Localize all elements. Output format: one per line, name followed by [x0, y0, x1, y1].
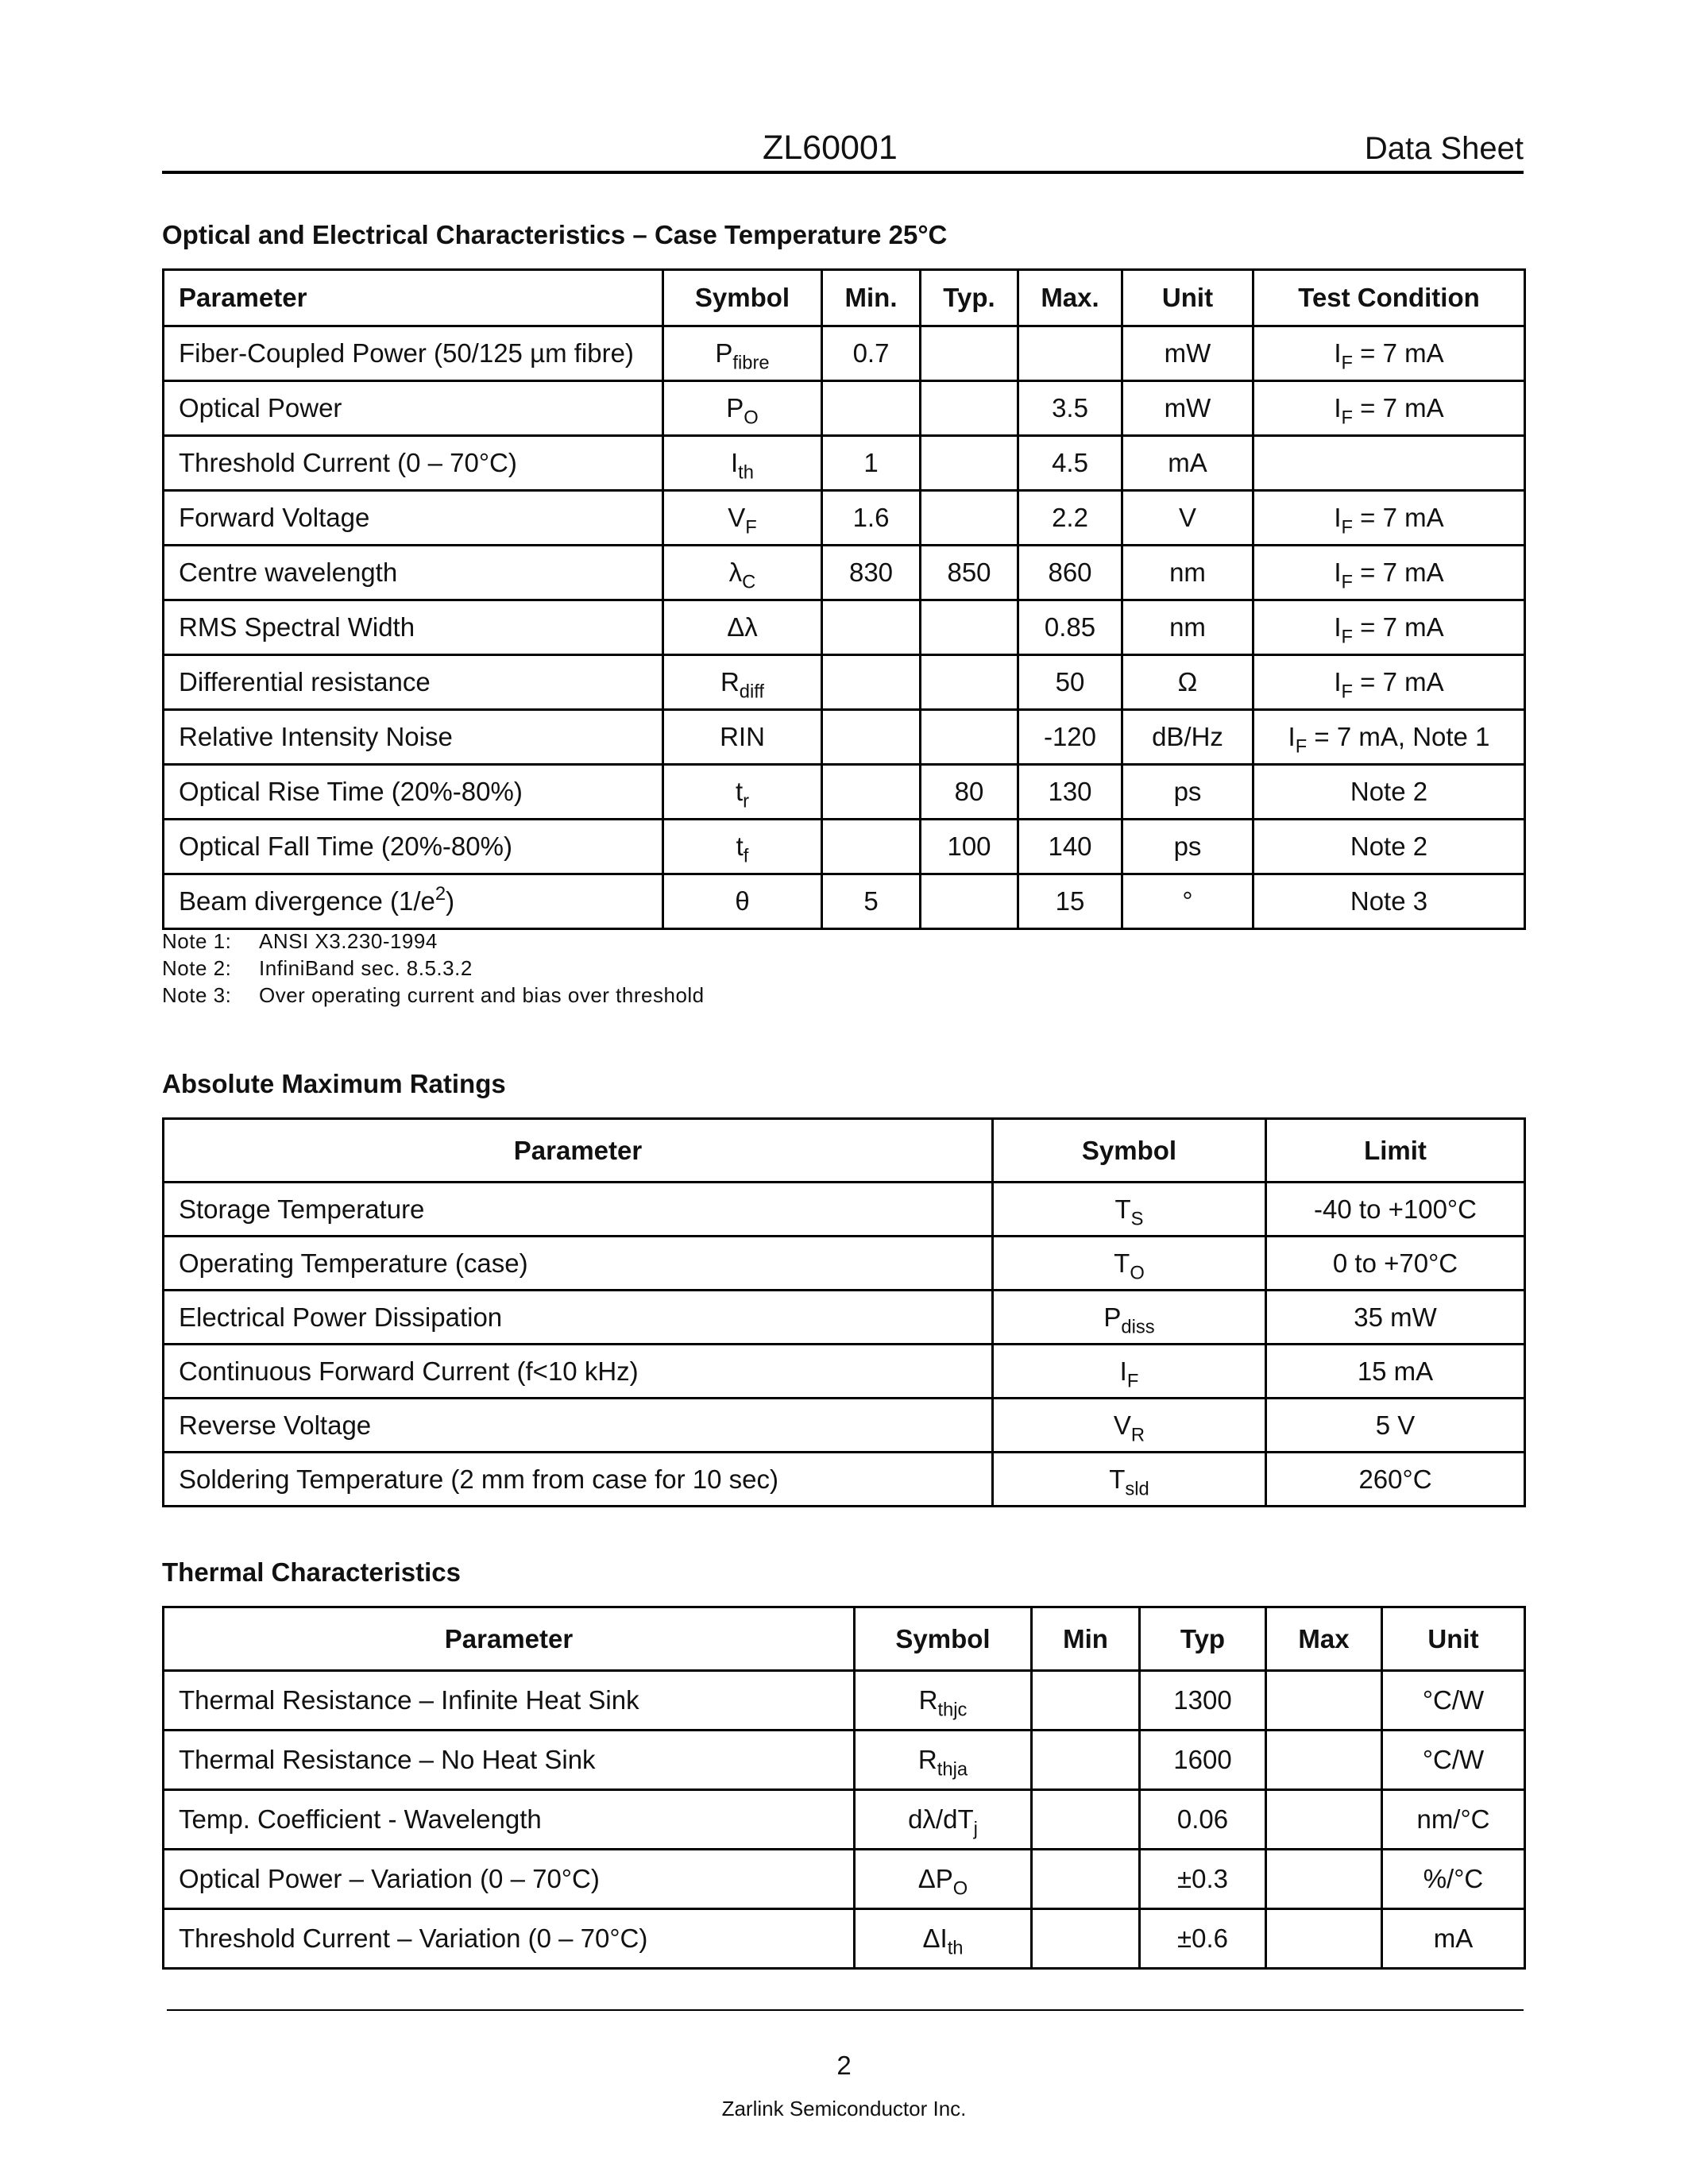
condition-cell: $I_F = 7$ mA [1253, 600, 1525, 655]
parameter-cell: Electrical Power Dissipation [164, 1291, 993, 1345]
table-row [164, 1790, 1525, 1850]
parameter-cell: Storage Temperature [164, 1183, 993, 1237]
min-cell [822, 600, 921, 655]
condition-cell [1253, 436, 1525, 491]
unit-cell: mW [1122, 381, 1253, 436]
max-cell: 0.85 [1018, 600, 1122, 655]
max-cell [1266, 1790, 1382, 1850]
unit-cell: ps [1122, 765, 1253, 820]
min-cell: 5 [822, 874, 921, 929]
table-row [164, 491, 1525, 546]
max-cell: 3.5 [1018, 381, 1122, 436]
min-cell: 1 [822, 436, 921, 491]
header-rule [162, 171, 1524, 174]
min-cell [822, 655, 921, 710]
thermal-section-title: Thermal Characteristics [162, 1557, 462, 1587]
unit-cell: ° [1122, 874, 1253, 929]
table-row [164, 1399, 1525, 1453]
table-row [164, 820, 1525, 874]
symbol-cell: $V_F$ [663, 491, 822, 546]
limit-cell: 5 V [1266, 1399, 1525, 1453]
header-cell: Min. [822, 270, 921, 326]
table-notes [162, 928, 705, 1009]
typ-cell [921, 655, 1018, 710]
page-number: 2 [836, 2051, 852, 2080]
table-row [164, 326, 1525, 381]
table-row [164, 1731, 1525, 1790]
parameter-cell: Optical Fall Time (20%-80%) [164, 820, 663, 874]
typ-cell: 0.06 [1140, 1790, 1266, 1850]
absmax-section-title: Absolute Maximum Ratings [162, 1069, 506, 1098]
optical-section-title: Optical and Electrical Characteristics – Case Temperature 25°C [162, 220, 948, 249]
typ-cell [921, 600, 1018, 655]
condition-cell: $I_F = 7$ mA [1253, 655, 1525, 710]
symbol-cell: θ [663, 874, 822, 929]
unit-cell: ps [1122, 820, 1253, 874]
parameter-cell: Differential resistance [164, 655, 663, 710]
typ-cell [921, 710, 1018, 765]
header-cell: Max. [1018, 270, 1122, 326]
table-row [164, 1671, 1525, 1731]
min-cell [1032, 1850, 1140, 1909]
max-cell: 140 [1018, 820, 1122, 874]
limit-cell: 35 mW [1266, 1291, 1525, 1345]
parameter-cell: RMS Spectral Width [164, 600, 663, 655]
limit-cell: 260°C [1266, 1453, 1525, 1507]
parameter-cell: Threshold Current – Variation (0 – 70°C) [164, 1909, 855, 1969]
min-cell [1032, 1790, 1140, 1850]
symbol-cell: $R_{thja}$ [855, 1731, 1032, 1790]
parameter-cell: Relative Intensity Noise [164, 710, 663, 765]
unit-cell: °C/W [1382, 1671, 1525, 1731]
symbol-cell: $t_r$ [663, 765, 822, 820]
table-row [164, 710, 1525, 765]
symbol-cell: $I_{th}$ [663, 436, 822, 491]
table-row [164, 1183, 1525, 1237]
condition-cell: $I_F = 7$ mA [1253, 546, 1525, 600]
max-cell [1266, 1671, 1382, 1731]
optical-table [162, 268, 1526, 930]
symbol-cell: $\Delta P_O$ [855, 1850, 1032, 1909]
note-line: Note 2: InfiniBand sec. 8.5.3.2 [162, 956, 473, 980]
symbol-cell: $T_S$ [993, 1183, 1266, 1237]
parameter-cell: Optical Power [164, 381, 663, 436]
parameter-cell: Soldering Temperature (2 mm from case for 10 sec) [164, 1453, 993, 1507]
table-row [164, 655, 1525, 710]
typ-cell: 100 [921, 820, 1018, 874]
condition-cell: $I_F = 7$ mA [1253, 491, 1525, 546]
unit-cell: nm/°C [1382, 1790, 1525, 1850]
min-cell [822, 381, 921, 436]
table-row [164, 1453, 1525, 1507]
header-cell: Min [1032, 1607, 1140, 1671]
table-header-row [164, 1607, 1525, 1671]
unit-cell: °C/W [1382, 1731, 1525, 1790]
symbol-cell: $R_{thjc}$ [855, 1671, 1032, 1731]
min-cell [822, 710, 921, 765]
parameter-cell: Optical Power – Variation (0 – 70°C) [164, 1850, 855, 1909]
footer-rule [167, 2009, 1524, 2011]
table-header-row [164, 1119, 1525, 1183]
symbol-cell: $d\lambda/dT_j$ [855, 1790, 1032, 1850]
typ-cell [921, 491, 1018, 546]
table-row [164, 1237, 1525, 1291]
header-cell: Typ. [921, 270, 1018, 326]
symbol-cell: $t_f$ [663, 820, 822, 874]
header-cell: Parameter [164, 270, 663, 326]
condition-cell: $I_F = 7$ mA, Note 1 [1253, 710, 1525, 765]
symbol-cell: $V_R$ [993, 1399, 1266, 1453]
parameter-cell: Continuous Forward Current (f<10 kHz) [164, 1345, 993, 1399]
limit-cell: -40 to +100°C [1266, 1183, 1525, 1237]
header-cell: Unit [1382, 1607, 1525, 1671]
typ-cell: 1600 [1140, 1731, 1266, 1790]
header-cell: Typ [1140, 1607, 1266, 1671]
parameter-cell: Temp. Coefficient - Wavelength [164, 1790, 855, 1850]
table-header-row [164, 270, 1525, 326]
header-cell: Unit [1122, 270, 1253, 326]
header-cell: Parameter [164, 1119, 993, 1183]
symbol-cell: $T_{sld}$ [993, 1453, 1266, 1507]
symbol-cell: $R_{diff}$ [663, 655, 822, 710]
header-cell: Symbol [663, 270, 822, 326]
unit-cell: dB/Hz [1122, 710, 1253, 765]
typ-cell: 80 [921, 765, 1018, 820]
min-cell [1032, 1909, 1140, 1969]
unit-cell: V [1122, 491, 1253, 546]
company-name: Zarlink Semiconductor Inc. [721, 2097, 967, 2120]
typ-cell: 850 [921, 546, 1018, 600]
unit-cell: mA [1382, 1909, 1525, 1969]
absmax-table [162, 1117, 1526, 1507]
symbol-cell: $P_{fibre}$ [663, 326, 822, 381]
thermal-table [162, 1606, 1526, 1970]
symbol-cell: $\Delta I_{th}$ [855, 1909, 1032, 1969]
max-cell [1266, 1731, 1382, 1790]
max-cell: -120 [1018, 710, 1122, 765]
symbol-cell: Δλ [663, 600, 822, 655]
symbol-cell: RIN [663, 710, 822, 765]
table-row [164, 765, 1525, 820]
symbol-cell: $I_F$ [993, 1345, 1266, 1399]
max-cell: 860 [1018, 546, 1122, 600]
condition-cell: Note 3 [1253, 874, 1525, 929]
header-cell: Max [1266, 1607, 1382, 1671]
table-row [164, 874, 1525, 929]
parameter-cell: Thermal Resistance – No Heat Sink [164, 1731, 855, 1790]
parameter-cell: Threshold Current (0 – 70°C) [164, 436, 663, 491]
symbol-cell: $P_O$ [663, 381, 822, 436]
max-cell: 50 [1018, 655, 1122, 710]
table-row [164, 1909, 1525, 1969]
parameter-cell: Operating Temperature (case) [164, 1237, 993, 1291]
unit-cell: Ω [1122, 655, 1253, 710]
parameter-cell: Fiber-Coupled Power (50/125 µm fibre) [164, 326, 663, 381]
note-line: Note 1: ANSI X3.230-1994 [162, 929, 438, 953]
table-row [164, 381, 1525, 436]
condition-cell: Note 2 [1253, 820, 1525, 874]
min-cell: 830 [822, 546, 921, 600]
note-line: Note 3: Over operating current and bias over threshold [162, 983, 705, 1007]
header-cell: Parameter [164, 1607, 855, 1671]
table-row [164, 1850, 1525, 1909]
max-cell: 130 [1018, 765, 1122, 820]
limit-cell: 15 mA [1266, 1345, 1525, 1399]
max-cell: 2.2 [1018, 491, 1122, 546]
table-row [164, 1291, 1525, 1345]
table-row [164, 436, 1525, 491]
condition-cell: $I_F = 7$ mA [1253, 326, 1525, 381]
header-cell: Symbol [993, 1119, 1266, 1183]
symbol-cell: $P_{diss}$ [993, 1291, 1266, 1345]
typ-cell [921, 326, 1018, 381]
parameter-cell: Optical Rise Time (20%-80%) [164, 765, 663, 820]
document-type: Data Sheet [1364, 131, 1524, 166]
min-cell [1032, 1731, 1140, 1790]
typ-cell [921, 381, 1018, 436]
symbol-cell: $T_O$ [993, 1237, 1266, 1291]
table-row [164, 1345, 1525, 1399]
header-cell: Limit [1266, 1119, 1525, 1183]
parameter-cell: Reverse Voltage [164, 1399, 993, 1453]
min-cell [822, 765, 921, 820]
unit-cell: nm [1122, 600, 1253, 655]
typ-cell [921, 874, 1018, 929]
header-cell: Symbol [855, 1607, 1032, 1671]
min-cell: 0.7 [822, 326, 921, 381]
max-cell: 15 [1018, 874, 1122, 929]
unit-cell: mW [1122, 326, 1253, 381]
condition-cell: Note 2 [1253, 765, 1525, 820]
typ-cell [921, 436, 1018, 491]
unit-cell: mA [1122, 436, 1253, 491]
max-cell [1018, 326, 1122, 381]
max-cell [1266, 1909, 1382, 1969]
header-cell: Test Condition [1253, 270, 1525, 326]
min-cell: 1.6 [822, 491, 921, 546]
table-row [164, 546, 1525, 600]
symbol-cell: $\lambda_C$ [663, 546, 822, 600]
min-cell [822, 820, 921, 874]
unit-cell: nm [1122, 546, 1253, 600]
max-cell: 4.5 [1018, 436, 1122, 491]
min-cell [1032, 1671, 1140, 1731]
parameter-cell: Forward Voltage [164, 491, 663, 546]
table-row [164, 600, 1525, 655]
unit-cell: %/°C [1382, 1850, 1525, 1909]
document-title: ZL60001 [763, 129, 898, 167]
limit-cell: 0 to +70°C [1266, 1237, 1525, 1291]
typ-cell: ±0.3 [1140, 1850, 1266, 1909]
typ-cell: 1300 [1140, 1671, 1266, 1731]
parameter-cell: Thermal Resistance – Infinite Heat Sink [164, 1671, 855, 1731]
max-cell [1266, 1850, 1382, 1909]
parameter-cell: Beam divergence $(1/e^2)$ [164, 874, 663, 929]
parameter-cell: Centre wavelength [164, 546, 663, 600]
condition-cell: $I_F = 7$ mA [1253, 381, 1525, 436]
typ-cell: ±0.6 [1140, 1909, 1266, 1969]
